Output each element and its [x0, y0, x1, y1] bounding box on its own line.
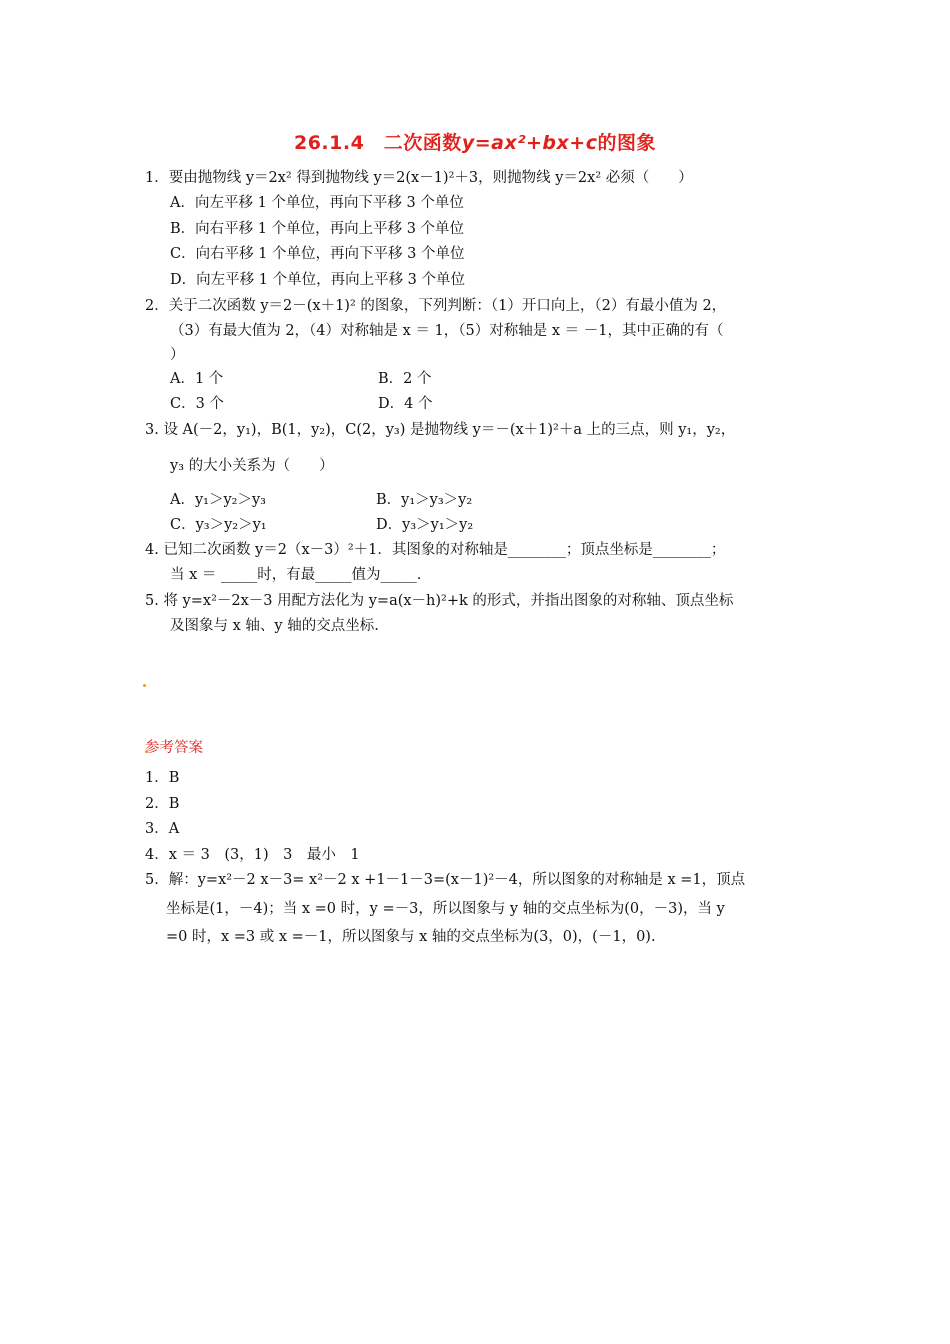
answer-5-line3: =0 时，x =3 或 x =－1，所以图象与 x 轴的交点坐标为(3，0)，(－1，0).	[166, 929, 656, 945]
decorative-dot	[143, 684, 146, 687]
q2-stem-line1: 2．关于二次函数 y＝2－(x＋1)² 的图象，下列判断：（1）开口向上，（2）有最小值为 2，	[145, 298, 727, 314]
q3-option-d: D．y₃＞y₁＞y₂	[376, 517, 474, 533]
q3-option-a: A．y₁＞y₂＞y₃	[170, 492, 266, 508]
q1-option-a: A．向左平移 1 个单位，再向下平移 3 个单位	[170, 195, 464, 211]
q5-stem-line1: 5. 将 y=x²－2x－3 用配方法化为 y=a(x－h)²+k 的形式，并指出图象的对称轴、顶点坐标	[145, 593, 734, 609]
answer-2: 2．B	[145, 796, 180, 812]
q2-stem-line2: （3）有最大值为 2，（4）对称轴是 x ＝ 1，（5）对称轴是 x ＝ －1，其中正确的有（	[170, 323, 724, 339]
q3-stem-line1: 3. 设 A(－2，y₁)，B(1，y₂)，C(2，y₃) 是抛物线 y＝－(x＋1)²＋a 上的三点，则 y₁，y₂，	[145, 422, 736, 438]
q2-stem-line3: ）	[170, 347, 185, 363]
q5-stem-line2: 及图象与 x 轴、y 轴的交点坐标.	[170, 618, 379, 634]
title-formula: y=ax²+bx+c	[461, 132, 598, 154]
answer-3: 3．A	[145, 821, 180, 837]
q4-stem-line1: 4. 已知二次函数 y＝2（x－3）²＋1．其图象的对称轴是________；顶点坐标是________；	[145, 542, 726, 558]
q3-option-b: B．y₁＞y₃＞y₂	[376, 492, 473, 508]
answer-1: 1．B	[145, 770, 180, 786]
q2-option-a: A．1 个	[170, 371, 224, 387]
answers-heading: 参考答案	[145, 740, 203, 756]
q3-option-c: C．y₃＞y₂＞y₁	[170, 517, 267, 533]
title-suffix: 的图象	[597, 132, 656, 154]
q1-option-c: C．向右平移 1 个单位，再向下平移 3 个单位	[170, 246, 465, 262]
q2-option-d: D．4 个	[378, 396, 433, 412]
answer-5-line2: 坐标是(1，－4)；当 x =0 时，y =－3，所以图象与 y 轴的交点坐标为(0，－3)，当 y	[166, 901, 725, 917]
answer-4: 4．x ＝ 3 (3，1) 3 最小 1	[145, 847, 360, 863]
q1-option-b: B．向右平移 1 个单位，再向上平移 3 个单位	[170, 221, 465, 237]
page-title	[0, 128, 950, 155]
answer-5-line1: 5．解：y=x²－2 x－3= x²－2 x +1－1－3=(x－1)²－4，所以图象的对称轴是 x =1，顶点	[145, 872, 746, 888]
q1-stem: 1．要由抛物线 y＝2x² 得到抛物线 y＝2(x－1)²＋3，则抛物线 y＝2x² 必须（ ）	[145, 170, 693, 186]
q3-stem-line2: y₃ 的大小关系为（ ）	[170, 458, 334, 474]
title-prefix: 26.1.4 二次函数	[293, 132, 462, 154]
q4-stem-line2: 当 x ＝ _____时，有最_____值为_____.	[170, 567, 422, 583]
q1-option-d: D．向左平移 1 个单位，再向上平移 3 个单位	[170, 272, 466, 288]
q2-option-b: B．2 个	[378, 371, 432, 387]
q2-option-c: C．3 个	[170, 396, 224, 412]
